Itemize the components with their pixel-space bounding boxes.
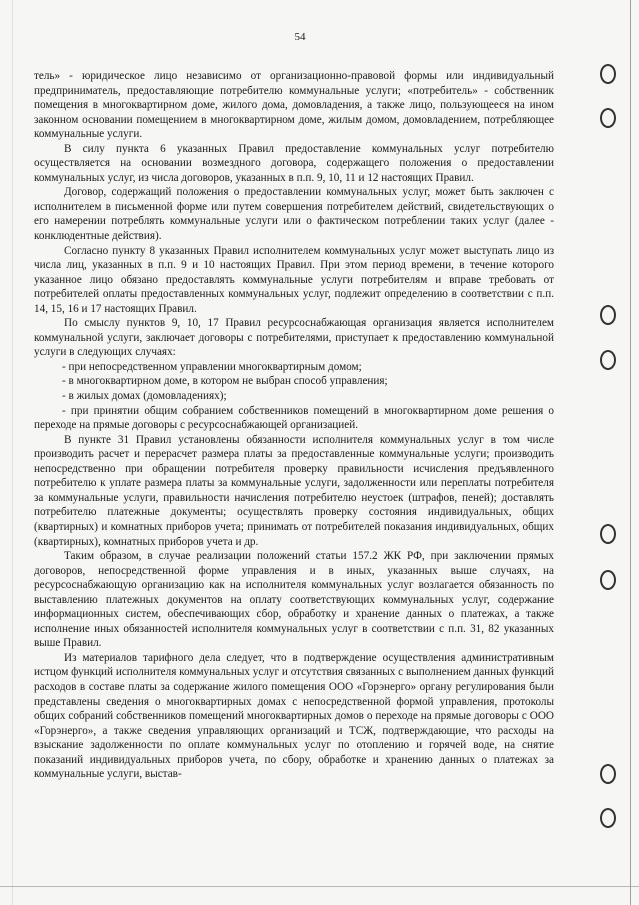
page-number: 54 bbox=[294, 31, 306, 43]
paragraph-2: В силу пункта 6 указанных Правил предоставление коммунальных услуг потребителю осуществляется на основании возмездного договора, содержащего положения о предоставлении коммунальных услуг, из числа договоров, указанных в п.п. 9, 10, 11 и 12 настоящих Правил. bbox=[34, 142, 554, 184]
paragraph-7: Таким образом, в случае реализации положений статьи 157.2 ЖК РФ, при заключении прямых договоров, непосредственной форме управления и в иных, указанных выше случаях, на ресурсоснабжающую организацию как на исполнителя коммунальных услуг возлагается обязанность по выставлению платежных документов на оплату соответствующих коммунальных услуг, содержание информационных систем, обеспечивающих сбор, обработку и хранение данных о платежах, а также исполнение иных обязанностей исполнителя коммунальных услуг в соответствии с п.п. 31, 82 указанных выше Правил. bbox=[34, 550, 554, 650]
list-item-1: - при непосредственном управлении многоквартирным домом; bbox=[62, 360, 362, 373]
binder-hole-icon bbox=[600, 524, 616, 544]
binder-hole-icon bbox=[600, 808, 616, 828]
binder-hole-icon bbox=[600, 64, 616, 84]
scan-right-edge bbox=[630, 0, 631, 905]
scan-bottom-edge bbox=[0, 886, 639, 887]
paragraph-8: Из материалов тарифного дела следует, что в подтверждение осуществления административным истцом функций исполнителя коммунальных услуг и отсутствия связанных с выполнением данных функций расходов в составе платы за содержание жилого помещения ООО «Горэнерго» органу регулирования были представлены сведения о многоквартирных домах с непосредственной формой управления, протоколы общих собраний собственников помещений многоквартирных домов о переходе на прямые договоры с ООО «Горэнерго», а также сведения управляющих организаций и ТСЖ, подтверждающие, что расходы на взыскание задолженности по оплате коммунальных услуг по отоплению и горячей воде, на снятие показаний индивидуальных приборов учета, по сбору, обработке и хранению данных о платежах за коммунальные услуги, выстав- bbox=[34, 651, 555, 781]
paragraph-1: тель» - юридическое лицо независимо от организационно-правовой формы или индивидуальный предприниматель, предоставляющие потребителю коммунальные услуги; «потребитель» - собственник помещения в многоквартирном доме, жилого дома, домовладения, а также лицо, пользующееся на ином законном основании помещением в многоквартирном доме, жилым домом, домовладением, потребляющее коммунальные услуги. bbox=[34, 70, 554, 141]
paragraph-5: По смыслу пунктов 9, 10, 17 Правил ресурсоснабжающая организация является исполнителем коммунальной услуги, заключает договоры с потребителями, приступает к предоставлению коммунальной услуги в следующих случаях: bbox=[34, 317, 554, 359]
binder-hole-icon bbox=[600, 305, 616, 325]
binder-hole-icon bbox=[600, 108, 616, 128]
body-text bbox=[34, 69, 554, 782]
list-item-2: - в многоквартирном доме, в котором не выбран способ управления; bbox=[62, 375, 388, 388]
paragraph-6: В пункте 31 Правил установлены обязанности исполнителя коммунальных услуг в том числе производить расчет и перерасчет размера платы за предоставленные коммунальные услуги; производить непосредственно при обращении потребителя проверку правильности исчисления предъявленного потребителю к уплате размера платы за коммунальные услуги, задолженности или переплаты потребителя за коммунальные услуги, правильности начисления потребителю неустоек (штрафов, пеней); доставлять потребителю платежные документы; осуществлять проверку состояния индивидуальных, общих (квартирных) и комнатных приборов учета; принимать от потребителей показания индивидуальных, общих (квартирных), комнатных приборов учета и др. bbox=[34, 433, 554, 548]
binder-hole-icon bbox=[600, 764, 616, 784]
scan-left-edge bbox=[0, 0, 13, 905]
paragraph-4: Согласно пункту 8 указанных Правил исполнителем коммунальных услуг может выступать лицо из числа лиц, указанных в п.п. 9 и 10 настоящих Правил. При этом период времени, в течение которого указанное лицо обязано предоставлять коммунальные услуги потребителям и вправе требовать от потребителей оплаты предоставленных коммунальных услуг, подлежит определению в соответствии с п.п. 14, 15, 16 и 17 настоящих Правил. bbox=[34, 244, 554, 315]
paragraph-3: Договор, содержащий положения о предоставлении коммунальных услуг, может быть заключен с исполнителем в письменной форме или путем совершения потребителем действий, свидетельствующих о его намерении потреблять коммунальные услуги или о фактическом потреблении таких услуг (далее - конклюдентные действия). bbox=[34, 186, 554, 243]
list-item-3: - в жилых домах (домовладениях); bbox=[62, 390, 227, 403]
binder-hole-icon bbox=[600, 350, 616, 370]
binder-hole-icon bbox=[600, 570, 616, 590]
list-item-4: - при принятии общим собранием собственников помещений в многоквартирном доме решения о переходе на прямые договоры с ресурсоснабжающей организацией. bbox=[34, 404, 554, 432]
